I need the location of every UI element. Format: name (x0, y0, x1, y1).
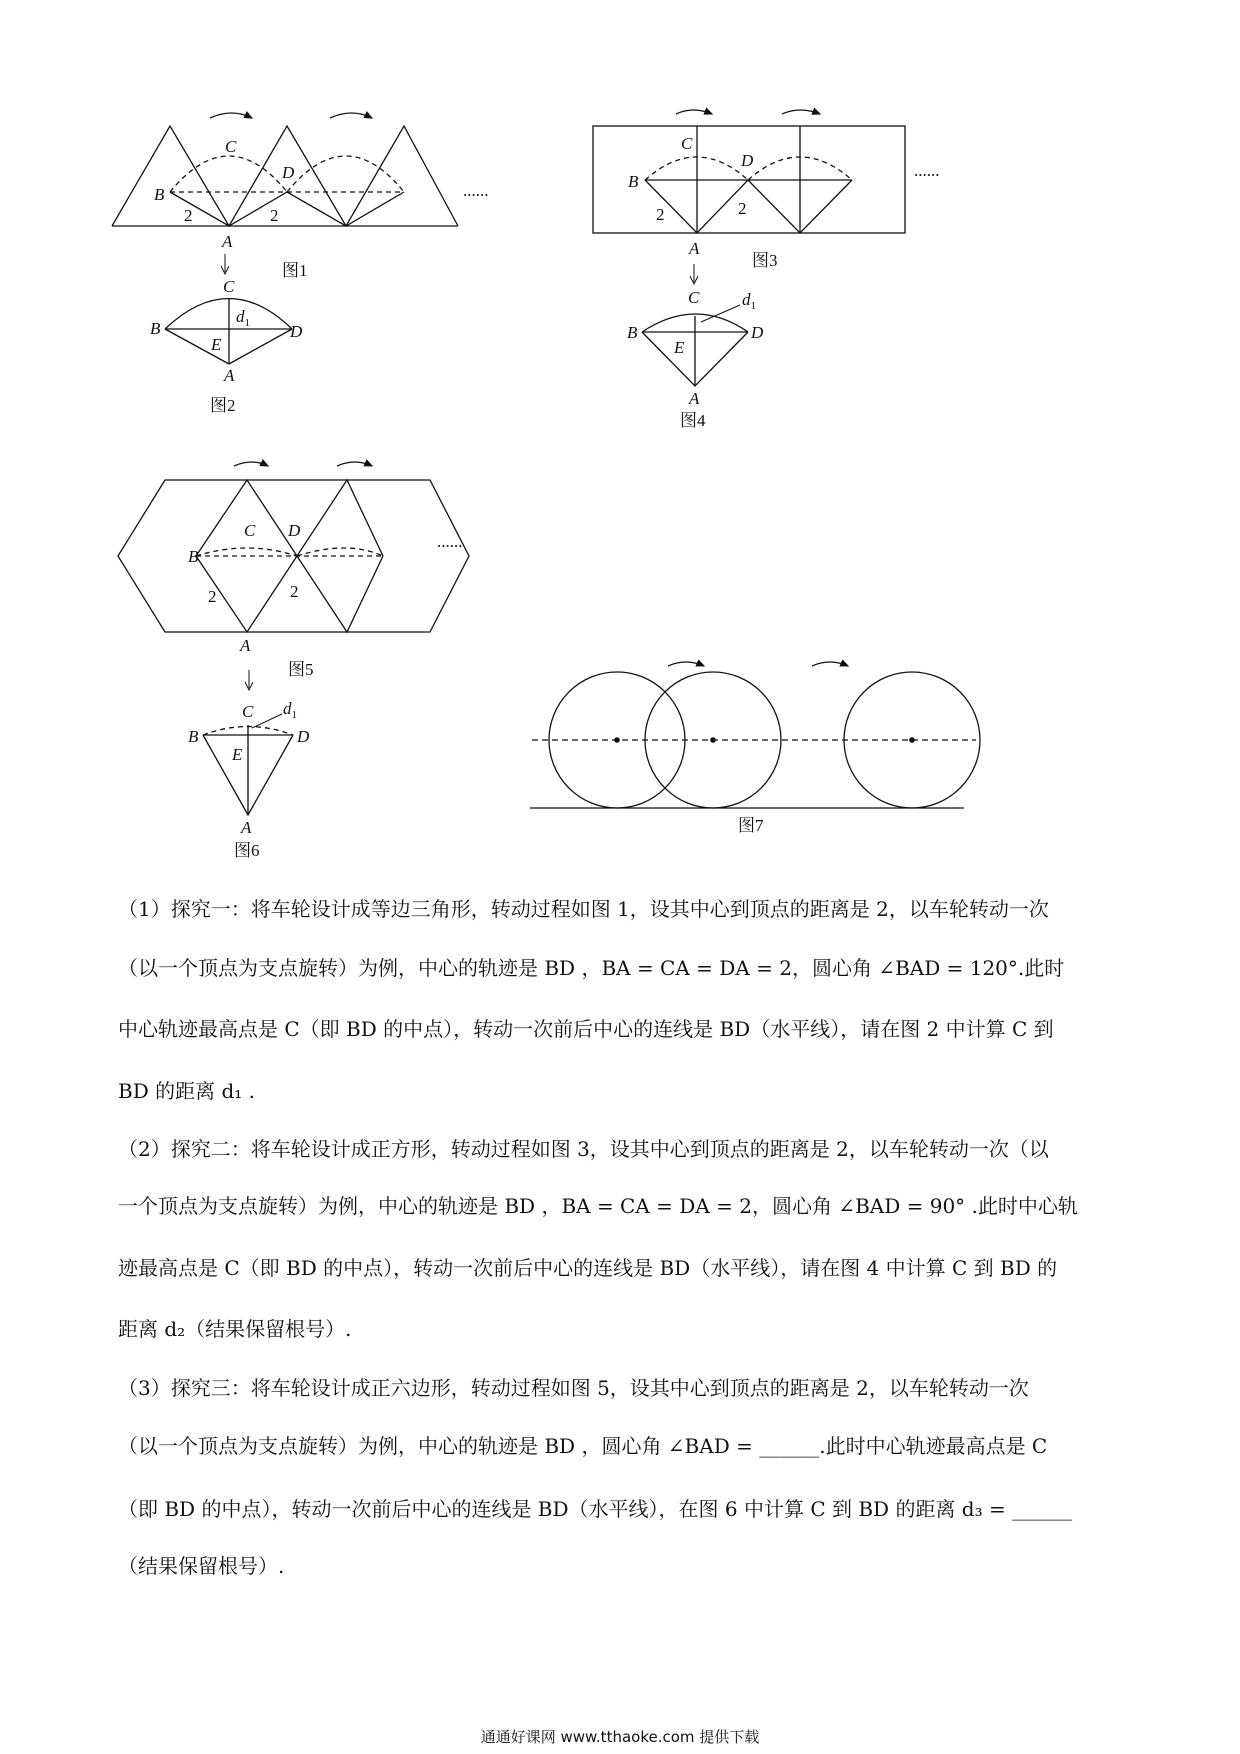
rotation-arrow-icon (676, 110, 712, 114)
label-d: D (741, 151, 754, 170)
p1-line3: 中心轨迹最高点是 C（即 BD 的中点），转动一次前后中心的连线是 BD（水平线），请在图 2 中计算 C 到 (118, 1017, 1054, 1041)
side-length: 2 (208, 587, 217, 606)
side-length: 2 (270, 206, 279, 225)
caption-fig2: 图2 (210, 396, 236, 415)
down-arrow-icon (245, 670, 253, 690)
p1-line4: BD 的距离 d₁ . (118, 1079, 255, 1103)
label-e: E (232, 745, 243, 764)
down-arrow-icon (690, 264, 698, 284)
label-b: B (188, 727, 199, 746)
rotation-arrow-icon (668, 662, 704, 666)
label-b: B (150, 319, 161, 338)
rotation-arrow-icon (234, 462, 268, 466)
label-b: B (628, 172, 639, 191)
d1-pointer (701, 305, 740, 322)
p1-line2: （以一个顶点为支点旋转）为例，中心的轨迹是 BD ，BA = CA = DA = 2，圆心角 ∠BAD = 120°.此时 (118, 956, 1065, 980)
caption-fig6: 图6 (234, 841, 260, 860)
continuation-dots: ...... (437, 532, 463, 551)
p2-line2: 一个顶点为支点旋转）为例，中心的轨迹是 BD ，BA = CA = DA = 2，圆心角 ∠BAD = 90° .此时中心轨 (118, 1194, 1078, 1218)
label-b: B (627, 323, 638, 342)
side-length: 2 (290, 582, 299, 601)
rotation-arrow-icon (812, 662, 848, 666)
p3-line3: （即 BD 的中点），转动一次前后中心的连线是 BD（水平线），在图 6 中计算 C 到 BD 的距离 d₃ = ______ (118, 1497, 1073, 1521)
hexagon-strip-outline (118, 480, 469, 632)
side-length: 2 (656, 205, 665, 224)
rhombus-upper (196, 480, 383, 556)
label-e: E (211, 335, 222, 354)
caption-fig4: 图4 (680, 411, 706, 430)
label-d: D (297, 727, 310, 746)
label-c: C (225, 137, 237, 156)
label-d1: $d_1$ (742, 290, 756, 312)
label-c: C (688, 288, 700, 307)
label-a: A (222, 232, 233, 251)
p3-line2: （以一个顶点为支点旋转）为例，中心的轨迹是 BD ，圆心角 ∠BAD = ______.此时中心轨迹最高点是 C (118, 1434, 1048, 1458)
label-d: D (290, 322, 303, 341)
p2-line1: （2）探究二：将车轮设计成正方形，转动过程如图 3，设其中心到顶点的距离是 2，以车轮转动一次（以 (118, 1137, 1049, 1161)
segment-da (229, 329, 292, 364)
side-length: 2 (184, 206, 193, 225)
label-d: D (751, 323, 764, 342)
label-c: C (242, 702, 254, 721)
figure-7 (530, 662, 980, 808)
caption-fig1: 图1 (282, 261, 308, 280)
arc-bd (196, 548, 297, 556)
continuation-dots: ...... (463, 181, 489, 200)
caption-fig7: 图7 (738, 816, 764, 835)
caption-fig3: 图3 (752, 251, 778, 270)
continuation-dots: ...... (914, 161, 940, 180)
p2-line3: 迹最高点是 C（即 BD 的中点），转动一次前后中心的连线是 BD（水平线），请在图 4 中计算 C 到 BD 的 (118, 1256, 1058, 1280)
side-length: 2 (738, 199, 747, 218)
label-d: D (288, 521, 301, 540)
rotation-arrow-icon (210, 113, 252, 118)
rotation-arrow-icon (337, 462, 372, 466)
label-c: C (681, 134, 693, 153)
label-a: A (224, 366, 235, 385)
rotation-arrow-icon (330, 113, 372, 118)
label-b: B (154, 185, 165, 204)
caption-fig5: 图5 (288, 660, 314, 679)
figure-5 (118, 462, 469, 632)
label-c: C (223, 277, 235, 296)
rotation-arrow-icon (782, 110, 820, 114)
p3-line1: （3）探究三：将车轮设计成正六边形，转动过程如图 5，设其中心到顶点的距离是 2，以车轮转动一次 (118, 1376, 1029, 1400)
center-dot (909, 737, 915, 743)
label-d1: $d_1$ (283, 699, 297, 721)
d1-pointer (252, 714, 282, 728)
label-d: D (282, 163, 295, 182)
figure-3 (593, 110, 905, 233)
label-a: A (241, 818, 252, 837)
label-a: A (240, 636, 251, 655)
label-e: E (674, 338, 685, 357)
down-arrow-icon (221, 254, 229, 274)
center-dot (614, 737, 620, 743)
figure-4 (642, 264, 748, 386)
arc-next (297, 548, 383, 556)
label-b: B (188, 547, 199, 566)
center-vertex-lines (645, 180, 852, 233)
center-dot (710, 737, 716, 743)
arc-bd (170, 156, 287, 192)
figure-2 (165, 254, 292, 364)
label-a: A (689, 389, 700, 408)
p3-line4: （结果保留根号）. (118, 1554, 285, 1578)
arc-next (287, 156, 404, 192)
figure-6 (203, 670, 293, 815)
p2-line4: 距离 d₂（结果保留根号）. (118, 1317, 352, 1341)
label-a: A (689, 239, 700, 258)
center-vertex-lines (170, 192, 404, 226)
label-c: C (244, 521, 256, 540)
p1-line1: （1）探究一：将车轮设计成等边三角形，转动过程如图 1，设其中心到顶点的距离是 2，以车轮转动一次 (118, 897, 1049, 921)
footer-credit: 通通好课网 www.tthaoke.com 提供下载 (480, 1728, 760, 1746)
label-d1: $d_1$ (236, 307, 250, 329)
